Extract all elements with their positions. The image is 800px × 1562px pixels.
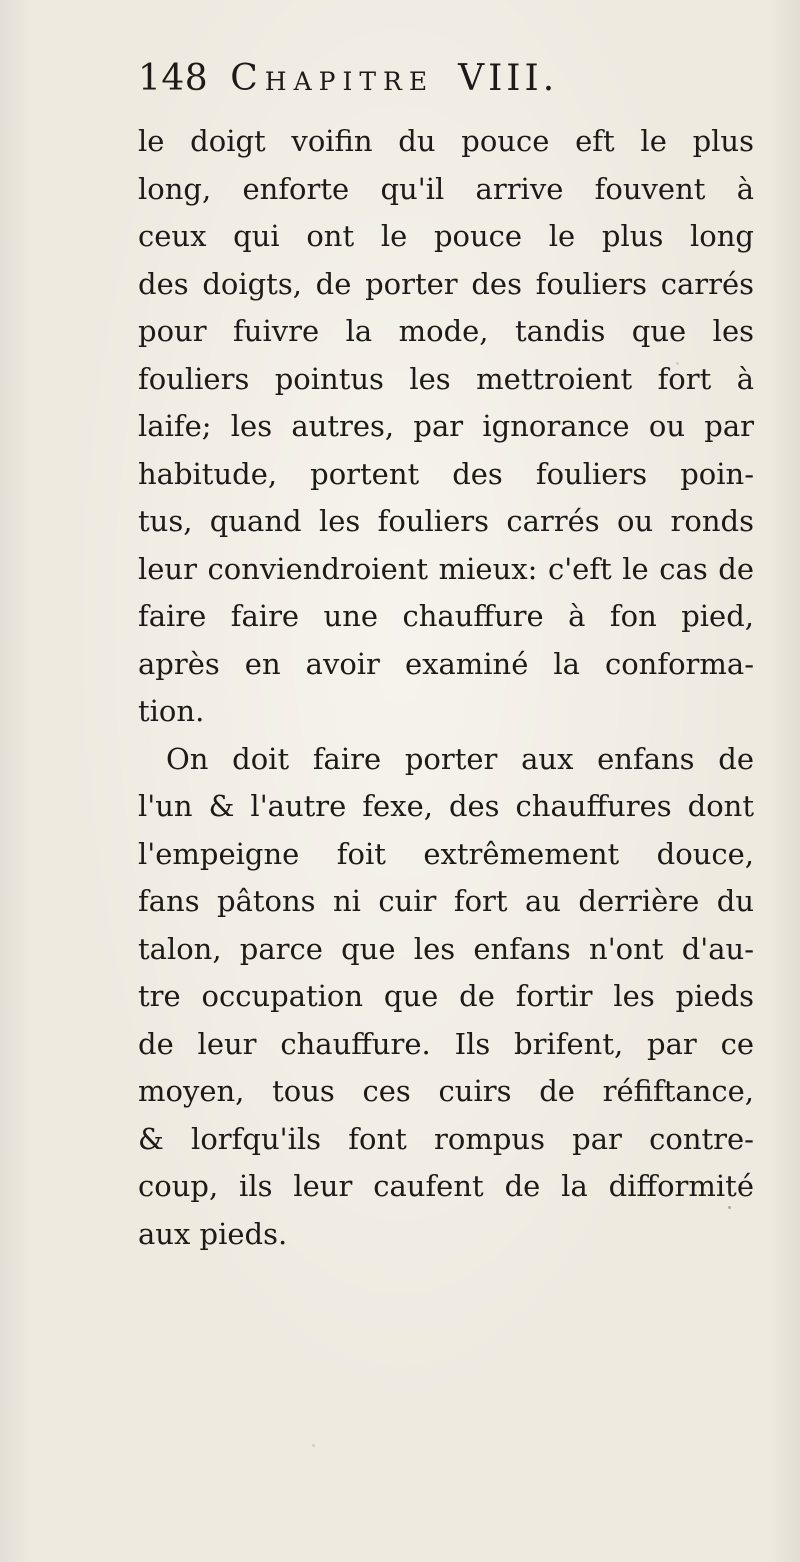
text-line: des doigts, de porter des fouliers carrés [138,266,754,301]
text-line: leur conviendroient mieux: c'eft le cas de [138,551,754,586]
text-line: ceux qui ont le pouce le plus long [138,219,754,253]
chapter-label: Chapitre [230,58,435,99]
text-line: fans pâtons ni cuir fort au derrière du [138,884,754,918]
text-line: moyen, tous ces cuirs de réfiftance, [138,1074,754,1108]
paper-speck [312,1444,315,1447]
text-line: pour fuivre la mode, tandis que les [138,314,754,348]
text-line: coup, ils leur caufent de la difformité [138,1169,754,1203]
paper-speck [676,362,679,365]
paragraph-start-line: On doit faire porter aux enfans de [166,741,754,776]
paper-speck [728,1206,731,1209]
text-line: habitude, portent des fouliers poin- [138,456,754,491]
running-header [138,58,778,110]
text-line: & lorfqu'ils font rompus par contre- [138,1121,754,1156]
text-line: de leur chauffure. Ils brifent, par ce [138,1026,754,1061]
text-line: après en avoir examiné la conforma- [138,646,754,681]
page-number: 148 [138,58,209,99]
text-line: long, enforte qu'il arrive fouvent à [138,171,754,206]
text-line: aux pieds. [138,1216,288,1251]
text-line: le doigt voifin du pouce eft le plus [138,124,754,158]
text-line: tion. [138,694,205,728]
text-line: faire faire une chauffure à fon pied, [138,599,754,633]
text-line: tus, quand les fouliers carrés ou ronds [138,504,754,538]
text-line: tre occupation que de fortir les pieds [138,979,754,1013]
chapter-number: VIII. [458,58,559,99]
text-line: l'un & l'autre fexe, des chauffures dont [138,789,754,823]
text-line: laife; les autres, par ignorance ou par [138,409,754,443]
body-text [138,118,754,1258]
text-line: l'empeigne foit extrêmement douce, [138,836,754,871]
text-line: fouliers pointus les mettroient fort à [138,361,754,396]
text-line: talon, parce que les enfans n'ont d'au- [138,931,754,966]
